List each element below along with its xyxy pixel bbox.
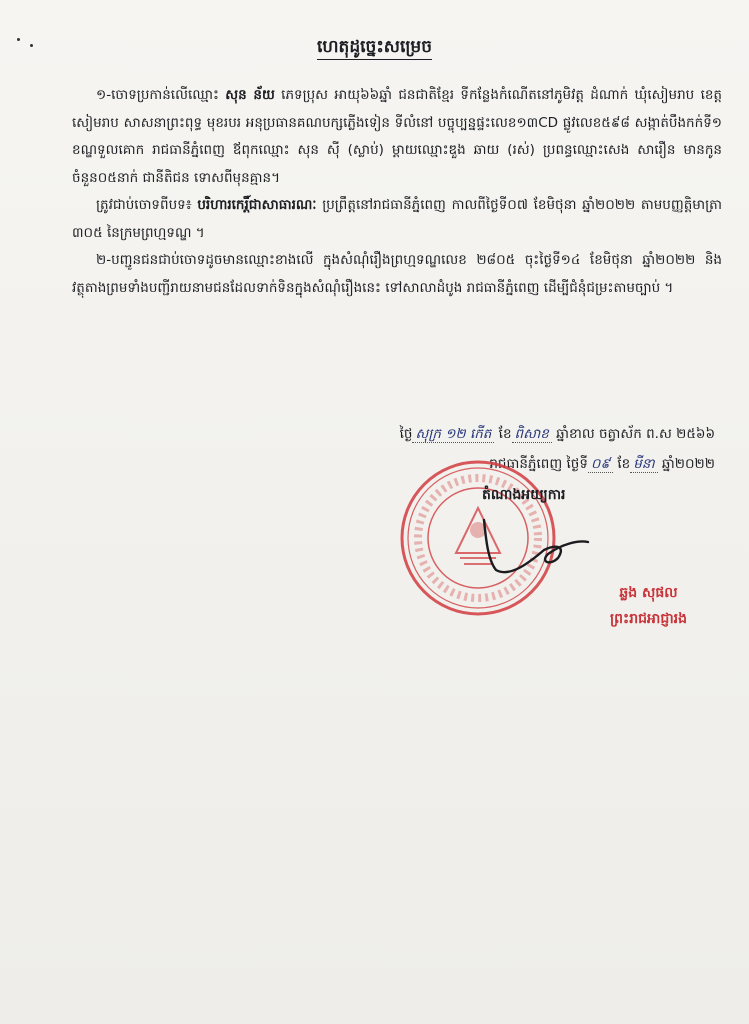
signer-role: ព្រះរាជអាជ្ញារង bbox=[610, 611, 687, 627]
handwritten-solar-day: ០៩ bbox=[588, 456, 613, 473]
document-title: ហេតុដូច្នេះសម្រេច bbox=[0, 36, 749, 61]
paragraph-charge: ១-ចោទប្រកាន់លើឈ្មោះ សុន ន័យ ភេទប្រុស អាយុ៦៦ឆ្នាំ ជនជាតិខ្មែរ ទីកន្លែងកំណើតនៅភូមិវត្ត ដំណាក់ ឃុំសៀមរាប ខេត្តសៀមរាប សាសនាព្រះពុទ្ធ មុខរបរ អនុប្រធានគណបក្សភ្លើងទៀន ទីលំនៅ បច្ចុប្បន្នផ្ទះលេខ១៣CD ផ្លូវលេខ៥៩៨ សង្កាត់បឹងកក់ទី១ ខណ្ឌទួលគោក រាជធានីភ្នំពេញ ឪពុកឈ្មោះ សុន ស៊ី (ស្លាប់) ម្ដាយឈ្មោះឌួង ឆាយ (រស់) ប្រពន្ធឈ្មោះសេង សារឿន មានកូនចំនួន០៥នាក់ ជានីតិជន ទោសពីមុនគ្មាន។ bbox=[72, 87, 722, 186]
lunar-date-line: ថ្ងៃ សុក្រ ១២ កើត ខែ ពិសាខ ឆ្នាំខាល ចត្វាស័ក ព.ស ២៥៦៦ bbox=[399, 426, 715, 442]
signer-block bbox=[610, 580, 687, 632]
document-body bbox=[72, 82, 722, 302]
paragraph-referral: ២-បញ្ជូនជនជាប់ចោទដូចមានឈ្មោះខាងលើ ក្នុងសំណុំរឿងព្រហ្មទណ្ឌលេខ ២៨០៥ ចុះថ្ងៃទី១៤ ខែមិថុនា ឆ្នាំ២០២២ និងវត្ថុតាងព្រមទាំងបញ្ជីរាយនាមជនដែលទាក់ទិនក្នុងសំណុំរឿងនេះ ទៅសាលាដំបូង រាជធានីភ្នំពេញ ដើម្បីជំនុំជម្រះតាមច្បាប់ ។ bbox=[72, 252, 722, 296]
paragraph-offense: ត្រូវជាប់ចោទពីបទ៖ បរិហារកេរ្តិ៍ជាសាធារណៈ ប្រព្រឹត្តនៅរាជធានីភ្នំពេញ កាលពីថ្ងៃទី០៧ ខែមិថុនា ឆ្នាំ២០២២ តាមបញ្ញត្តិមាត្រា ៣០៥ នៃក្រមព្រហ្មទណ្ឌ ។ bbox=[72, 197, 723, 241]
signer-name: ឆ្លង សុផល bbox=[619, 585, 678, 601]
handwritten-lunar-day: សុក្រ ១២ កើត bbox=[412, 426, 494, 443]
handwritten-lunar-month: ពិសាខ bbox=[512, 426, 552, 443]
accused-name: សុន ន័យ bbox=[225, 87, 275, 103]
offense-name: បរិហារកេរ្តិ៍ជាសាធារណៈ bbox=[197, 197, 317, 213]
handwritten-solar-month: មីនា bbox=[630, 456, 657, 473]
solar-date-line: រាជធានីភ្នំពេញ ថ្ងៃទី ០៩ ខែ មីនា ឆ្នាំ២០២២ bbox=[489, 456, 715, 472]
signatory-title: តំណាងអយ្យការ bbox=[482, 487, 566, 503]
handwritten-signature-icon bbox=[470, 500, 590, 590]
